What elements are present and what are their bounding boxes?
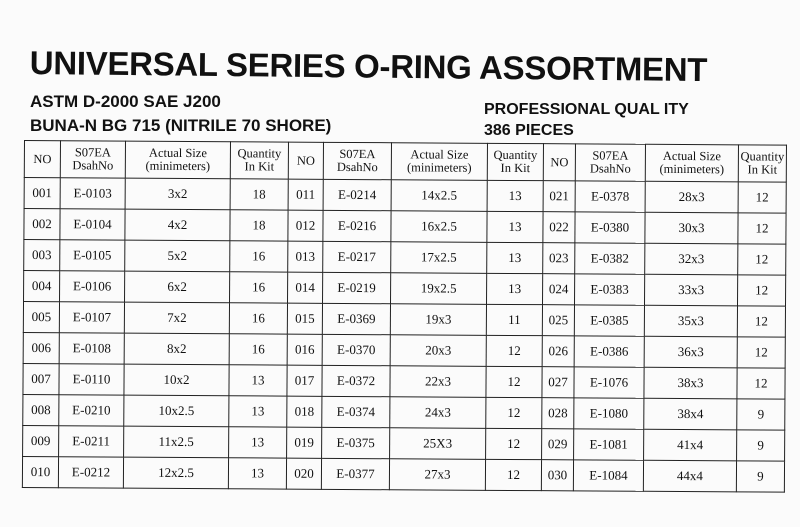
cell-quantity: 13 <box>487 180 543 211</box>
cell-size: 8x2 <box>124 333 229 365</box>
cell-part-number: E-1081 <box>574 429 644 460</box>
cell-size: 44x4 <box>643 460 736 492</box>
header-part-number <box>60 141 125 178</box>
header-no-line-1: NO <box>550 154 569 169</box>
cell-no: 013 <box>288 241 323 272</box>
cell-no: 008 <box>23 394 59 425</box>
table-row <box>23 302 785 338</box>
cell-no: 024 <box>543 274 575 305</box>
cell-part-number: E-1076 <box>574 367 644 398</box>
header-no <box>24 141 60 178</box>
cell-part-number: E-0103 <box>60 178 125 209</box>
table-row <box>24 209 786 245</box>
header-part-number-line-1: S07EA <box>592 148 629 163</box>
cell-size: 12x2.5 <box>123 457 228 489</box>
cell-size: 22x3 <box>390 366 486 398</box>
header-actual-size-line-2: (minimeters) <box>659 161 725 177</box>
cell-size: 3x2 <box>125 178 230 210</box>
cell-part-number: E-0377 <box>321 458 389 489</box>
cell-no: 019 <box>287 427 322 458</box>
cell-no: 015 <box>287 303 322 334</box>
header-part-number <box>575 144 645 181</box>
cell-quantity: 16 <box>229 303 287 334</box>
cell-quantity: 13 <box>228 458 286 489</box>
cell-size: 4x2 <box>125 209 230 241</box>
header-no <box>543 144 575 181</box>
cell-size: 19x3 <box>390 304 486 336</box>
cell-part-number: E-0382 <box>575 243 645 274</box>
header-part-number-line-1: S07EA <box>339 146 376 162</box>
quality-label: PROFESSIONAL QUAL ITY <box>484 101 689 118</box>
cell-quantity: 16 <box>230 272 288 303</box>
cell-no: 016 <box>287 334 322 365</box>
table-body <box>22 178 786 493</box>
cell-size: 14x2.5 <box>391 180 487 212</box>
table-row <box>24 178 786 214</box>
cell-no: 028 <box>542 398 574 429</box>
cell-part-number: E-0374 <box>322 396 390 427</box>
cell-part-number: E-0378 <box>575 181 645 212</box>
cell-part-number: E-0110 <box>59 364 124 395</box>
header-quantity-line-1: Quantity <box>493 147 538 163</box>
cell-quantity: 13 <box>229 427 287 458</box>
cell-part-number: E-0372 <box>322 365 390 396</box>
cell-part-number: E-0386 <box>574 336 644 367</box>
cell-quantity: 12 <box>738 244 786 275</box>
header-quantity-line-1: Quantity <box>740 149 785 164</box>
header-quantity <box>487 143 543 180</box>
cell-part-number: E-0214 <box>323 179 391 210</box>
cell-no: 030 <box>541 460 573 491</box>
cell-no: 003 <box>24 240 60 271</box>
cell-quantity: 13 <box>487 273 543 304</box>
header-no-line-1: NO <box>33 151 52 166</box>
cell-no: 002 <box>24 209 60 240</box>
spec-line-astm: ASTM D-2000 SAE J200 <box>30 92 221 111</box>
spec-line-material: BUNA-N BG 715 (NITRILE 70 SHORE) <box>30 116 332 135</box>
cell-no: 001 <box>24 178 60 209</box>
assortment-table <box>22 140 787 493</box>
cell-no: 017 <box>287 365 322 396</box>
table-row <box>24 240 786 276</box>
cell-size: 16x2.5 <box>391 211 487 243</box>
cell-part-number: E-0106 <box>60 271 125 302</box>
cell-no: 009 <box>23 425 59 456</box>
header-quantity <box>230 142 288 179</box>
cell-part-number: E-0219 <box>323 272 391 303</box>
cell-no: 007 <box>23 363 59 394</box>
cell-part-number: E-0383 <box>575 274 645 305</box>
cell-quantity: 12 <box>737 306 785 337</box>
cell-size: 38x4 <box>644 398 737 430</box>
assortment-table-wrapper <box>22 140 786 493</box>
cell-quantity: 12 <box>737 368 785 399</box>
cell-size: 6x2 <box>125 271 230 303</box>
cell-no: 014 <box>288 272 323 303</box>
cell-quantity: 12 <box>738 275 786 306</box>
cell-no: 023 <box>543 243 575 274</box>
cell-size: 41x4 <box>644 429 737 461</box>
table-row <box>23 363 785 399</box>
cell-quantity: 13 <box>487 242 543 273</box>
header-no <box>288 142 323 179</box>
cell-no: 025 <box>542 305 574 336</box>
header-actual-size <box>391 143 487 181</box>
cell-size: 32x3 <box>645 243 738 275</box>
cell-quantity: 9 <box>737 399 785 430</box>
cell-quantity: 12 <box>737 337 785 368</box>
cell-quantity: 12 <box>485 459 541 490</box>
document-title: UNIVERSAL SERIES O-RING ASSORTMENT <box>29 44 708 89</box>
cell-no: 006 <box>23 332 59 363</box>
table-row <box>23 332 785 368</box>
header-quantity-line-2: In Kit <box>500 160 531 176</box>
cell-part-number: E-0108 <box>59 333 124 364</box>
cell-size: 35x3 <box>644 305 737 337</box>
cell-size: 38x3 <box>644 367 737 399</box>
cell-part-number: E-0217 <box>323 241 391 272</box>
cell-size: 24x3 <box>390 397 486 429</box>
header-part-number-line-2: DsahNo <box>589 161 631 176</box>
cell-no: 026 <box>542 336 574 367</box>
header-actual-size-line-1: Actual Size <box>148 145 207 161</box>
cell-quantity: 16 <box>229 334 287 365</box>
cell-no: 004 <box>24 271 60 302</box>
cell-part-number: E-0212 <box>58 457 123 488</box>
header-quantity-line-2: In Kit <box>244 159 275 174</box>
cell-no: 029 <box>542 429 574 460</box>
cell-size: 25X3 <box>390 428 486 460</box>
cell-no: 011 <box>288 179 323 210</box>
cell-part-number: E-0211 <box>59 426 124 457</box>
cell-size: 20x3 <box>390 335 486 367</box>
cell-no: 021 <box>543 181 575 212</box>
header-quantity <box>738 145 786 182</box>
cell-no: 005 <box>23 302 59 333</box>
cell-no: 018 <box>287 396 322 427</box>
cell-quantity: 9 <box>736 461 784 492</box>
table-row <box>24 271 786 307</box>
header-part-number-line-1: S07EA <box>74 145 112 160</box>
table-header-row <box>24 141 786 183</box>
cell-size: 28x3 <box>645 181 738 213</box>
cell-quantity: 13 <box>229 396 287 427</box>
header-quantity-line-2: In Kit <box>747 162 778 177</box>
cell-part-number: E-0369 <box>322 303 390 334</box>
cell-part-number: E-0370 <box>322 334 390 365</box>
cell-quantity: 12 <box>738 213 786 244</box>
cell-no: 022 <box>543 212 575 243</box>
cell-size: 10x2.5 <box>124 395 229 427</box>
cell-part-number: E-0107 <box>59 302 124 333</box>
cell-quantity: 13 <box>487 211 543 242</box>
cell-quantity: 18 <box>230 179 288 210</box>
cell-no: 010 <box>22 456 58 487</box>
cell-part-number: E-0385 <box>574 305 644 336</box>
cell-quantity: 16 <box>230 241 288 272</box>
header-actual-size-line-2: (minimeters) <box>407 160 472 175</box>
table-row <box>23 394 785 430</box>
cell-quantity: 18 <box>230 210 288 241</box>
cell-no: 027 <box>542 367 574 398</box>
table-row <box>23 425 785 461</box>
cell-size: 30x3 <box>645 212 738 244</box>
header-part-number <box>323 142 391 179</box>
cell-quantity: 12 <box>486 428 542 459</box>
cell-part-number: E-0104 <box>60 209 125 240</box>
cell-part-number: E-0375 <box>322 427 390 458</box>
cell-size: 10x2 <box>124 364 229 396</box>
cell-quantity: 11 <box>486 304 542 335</box>
header-part-number-line-2: DsahNo <box>72 158 114 173</box>
header-quantity-line-1: Quantity <box>237 146 282 161</box>
pieces-count: 386 PIECES <box>484 122 574 139</box>
table-row <box>22 456 784 492</box>
cell-part-number: E-0210 <box>59 395 124 426</box>
cell-size: 17x2.5 <box>391 242 487 274</box>
cell-no: 020 <box>286 458 321 489</box>
header-actual-size <box>125 141 230 179</box>
header-no-line-1: NO <box>296 153 315 168</box>
cell-quantity: 12 <box>738 182 786 213</box>
header-actual-size-line-1: Actual Size <box>662 148 721 164</box>
cell-quantity: 12 <box>486 397 542 428</box>
cell-size: 5x2 <box>125 240 230 272</box>
cell-part-number: E-0380 <box>575 212 645 243</box>
cell-size: 19x2.5 <box>391 273 487 305</box>
cell-part-number: E-0105 <box>60 240 125 271</box>
cell-size: 36x3 <box>644 336 737 368</box>
header-actual-size-line-1: Actual Size <box>410 147 469 162</box>
cell-no: 012 <box>288 210 323 241</box>
cell-part-number: E-1080 <box>574 398 644 429</box>
cell-quantity: 12 <box>486 366 542 397</box>
cell-part-number: E-1084 <box>573 460 643 491</box>
cell-quantity: 13 <box>229 365 287 396</box>
cell-quantity: 9 <box>737 430 785 461</box>
header-part-number-line-2: DsahNo <box>336 159 378 175</box>
cell-size: 11x2.5 <box>124 426 229 458</box>
cell-part-number: E-0216 <box>323 210 391 241</box>
cell-size: 27x3 <box>389 459 485 491</box>
header-actual-size <box>645 144 738 182</box>
cell-size: 33x3 <box>645 274 738 306</box>
cell-size: 7x2 <box>124 302 229 334</box>
cell-quantity: 12 <box>486 335 542 366</box>
header-actual-size-line-2: (minimeters) <box>145 158 211 174</box>
